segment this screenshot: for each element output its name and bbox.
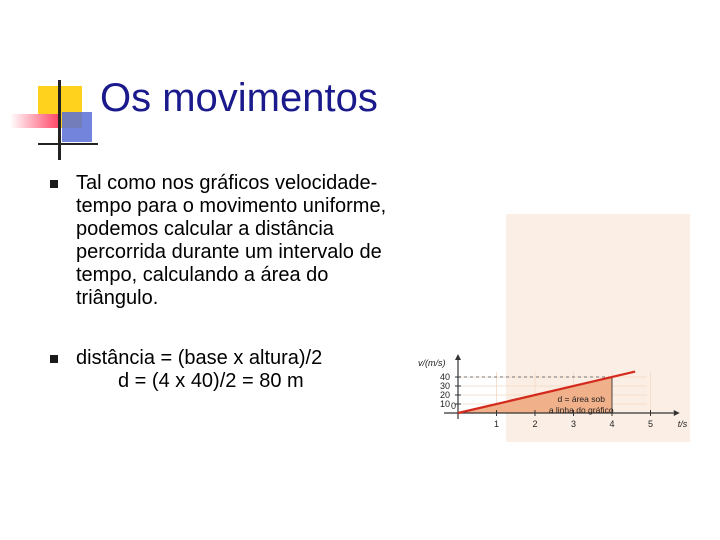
- page-title: Os movimentos: [100, 76, 378, 120]
- y-axis-arrow-icon: [455, 354, 461, 360]
- annotation-line-1: d = área sob: [557, 394, 605, 405]
- y-tick-label: 30: [439, 381, 450, 391]
- annotation-line-2: a linha do gráfico: [548, 405, 614, 416]
- y-axis-label: v/(m/s): [418, 358, 446, 368]
- x-axis-label: t/s: [677, 419, 688, 429]
- origin-label: 0: [450, 401, 456, 411]
- y-tick-label: 10: [439, 399, 450, 409]
- bullet-marker-icon: [50, 355, 58, 363]
- bullet-marker-icon: [50, 180, 58, 188]
- y-tick-label: 20: [439, 390, 450, 400]
- velocity-time-graph: [408, 212, 693, 446]
- title-ornament: [0, 0, 100, 170]
- x-tick-label: 4: [609, 419, 615, 429]
- ornament-horizontal-line: [38, 143, 98, 145]
- formula-line: distância = (base x altura)/2: [76, 347, 323, 369]
- bullet-item: [48, 347, 398, 393]
- ornament-blue-block: [62, 112, 92, 142]
- bullet-list: [48, 172, 398, 393]
- x-tick-label: 2: [532, 419, 538, 429]
- bullet-item: [48, 172, 398, 310]
- formula-result: d = (4 x 40)/2 = 80 m: [118, 370, 304, 392]
- ornament-red-bar: [10, 114, 58, 128]
- x-tick-label: 1: [493, 419, 500, 429]
- y-tick-label: 40: [439, 372, 450, 382]
- x-tick-label: 3: [570, 419, 577, 429]
- x-tick-label: 5: [647, 419, 654, 429]
- ornament-vertical-line: [58, 80, 61, 160]
- bullet-text: Tal como nos gráficos velocidade-tempo para o movimento uniforme, podemos calcular a distância percorrida durante um intervalo de tempo, calculando a área do triângulo.: [76, 172, 387, 309]
